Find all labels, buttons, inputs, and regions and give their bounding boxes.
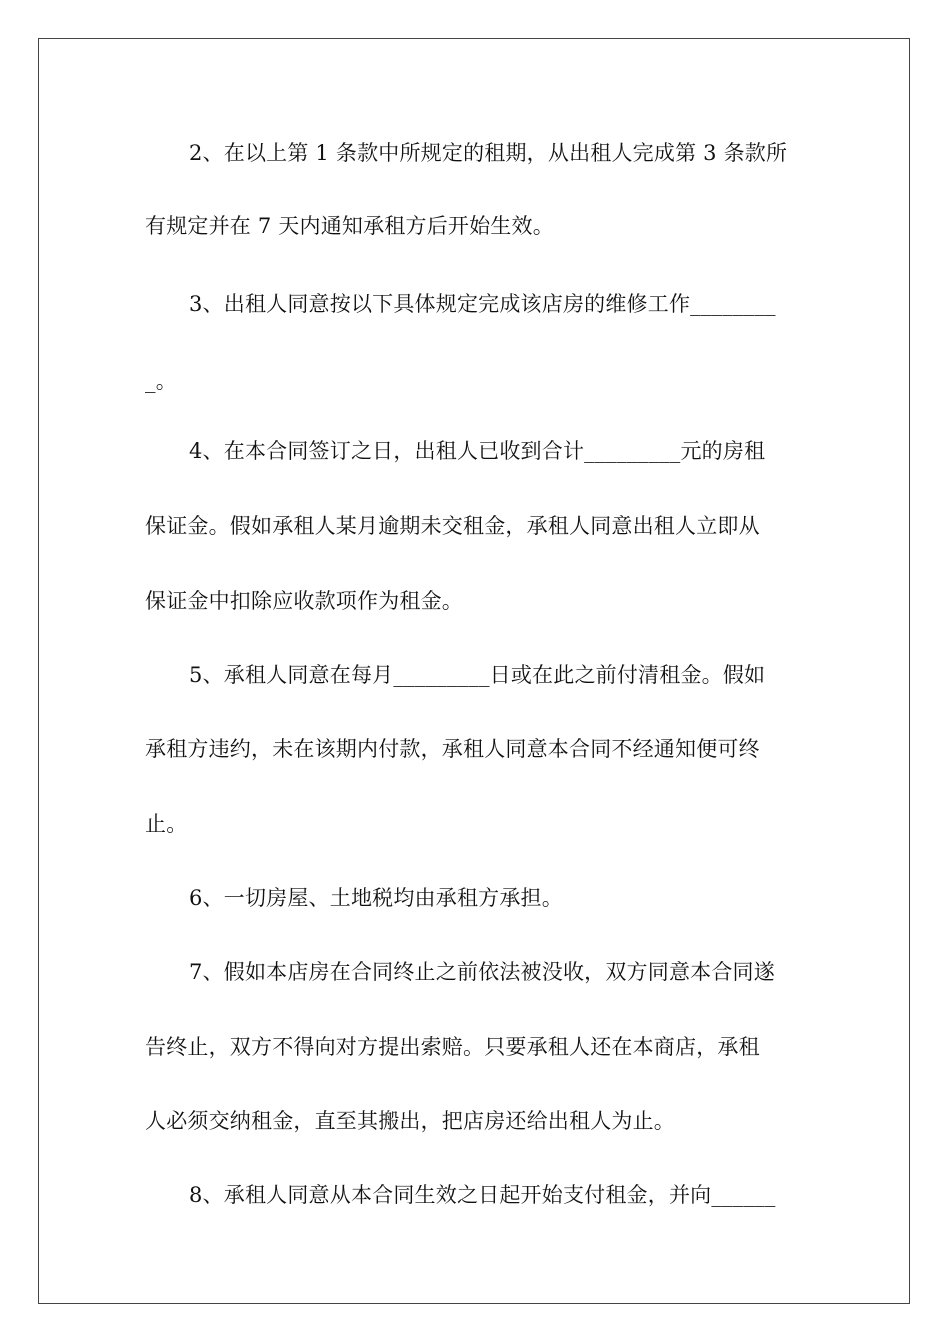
clause-3-line-1: 3、出租人同意按以下具体规定完成该店房的维修工作________ (189, 292, 776, 316)
clause-4-line-3: 保证金中扣除应收款项作为租金。 (145, 589, 463, 613)
clause-8-line-1: 8、承租人同意从本合同生效之日起开始支付租金，并向______ (189, 1183, 776, 1207)
clause-7-line-1: 7、假如本店房在合同终止之前依法被没收，双方同意本合同遂 (189, 960, 775, 984)
clause-6-line-1: 6、一切房屋、土地税均由承租方承担。 (189, 886, 563, 910)
clause-4-line-1: 4、在本合同签订之日，出租人已收到合计_________元的房租 (189, 439, 766, 463)
clause-2-line-1: 2、在以上第 1 条款中所规定的租期，从出租人完成第 3 条款所 (189, 141, 788, 165)
clause-2-line-2: 有规定并在 7 天内通知承租方后开始生效。 (145, 214, 554, 238)
clause-3-line-2: _。 (145, 369, 177, 393)
clause-4-line-2: 保证金。假如承租人某月逾期未交租金，承租人同意出租人立即从 (145, 514, 760, 538)
clause-5-line-3: 止。 (145, 812, 188, 836)
clause-7-line-3: 人必须交纳租金，直至其搬出，把店房还给出租人为止。 (145, 1109, 675, 1133)
clause-5-line-1: 5、承租人同意在每月_________日或在此之前付清租金。假如 (189, 663, 766, 687)
clause-5-line-2: 承租方违约，未在该期内付款，承租人同意本合同不经通知便可终 (145, 737, 760, 761)
clause-7-line-2: 告终止，双方不得向对方提出索赔。只要承租人还在本商店，承租 (145, 1035, 760, 1059)
